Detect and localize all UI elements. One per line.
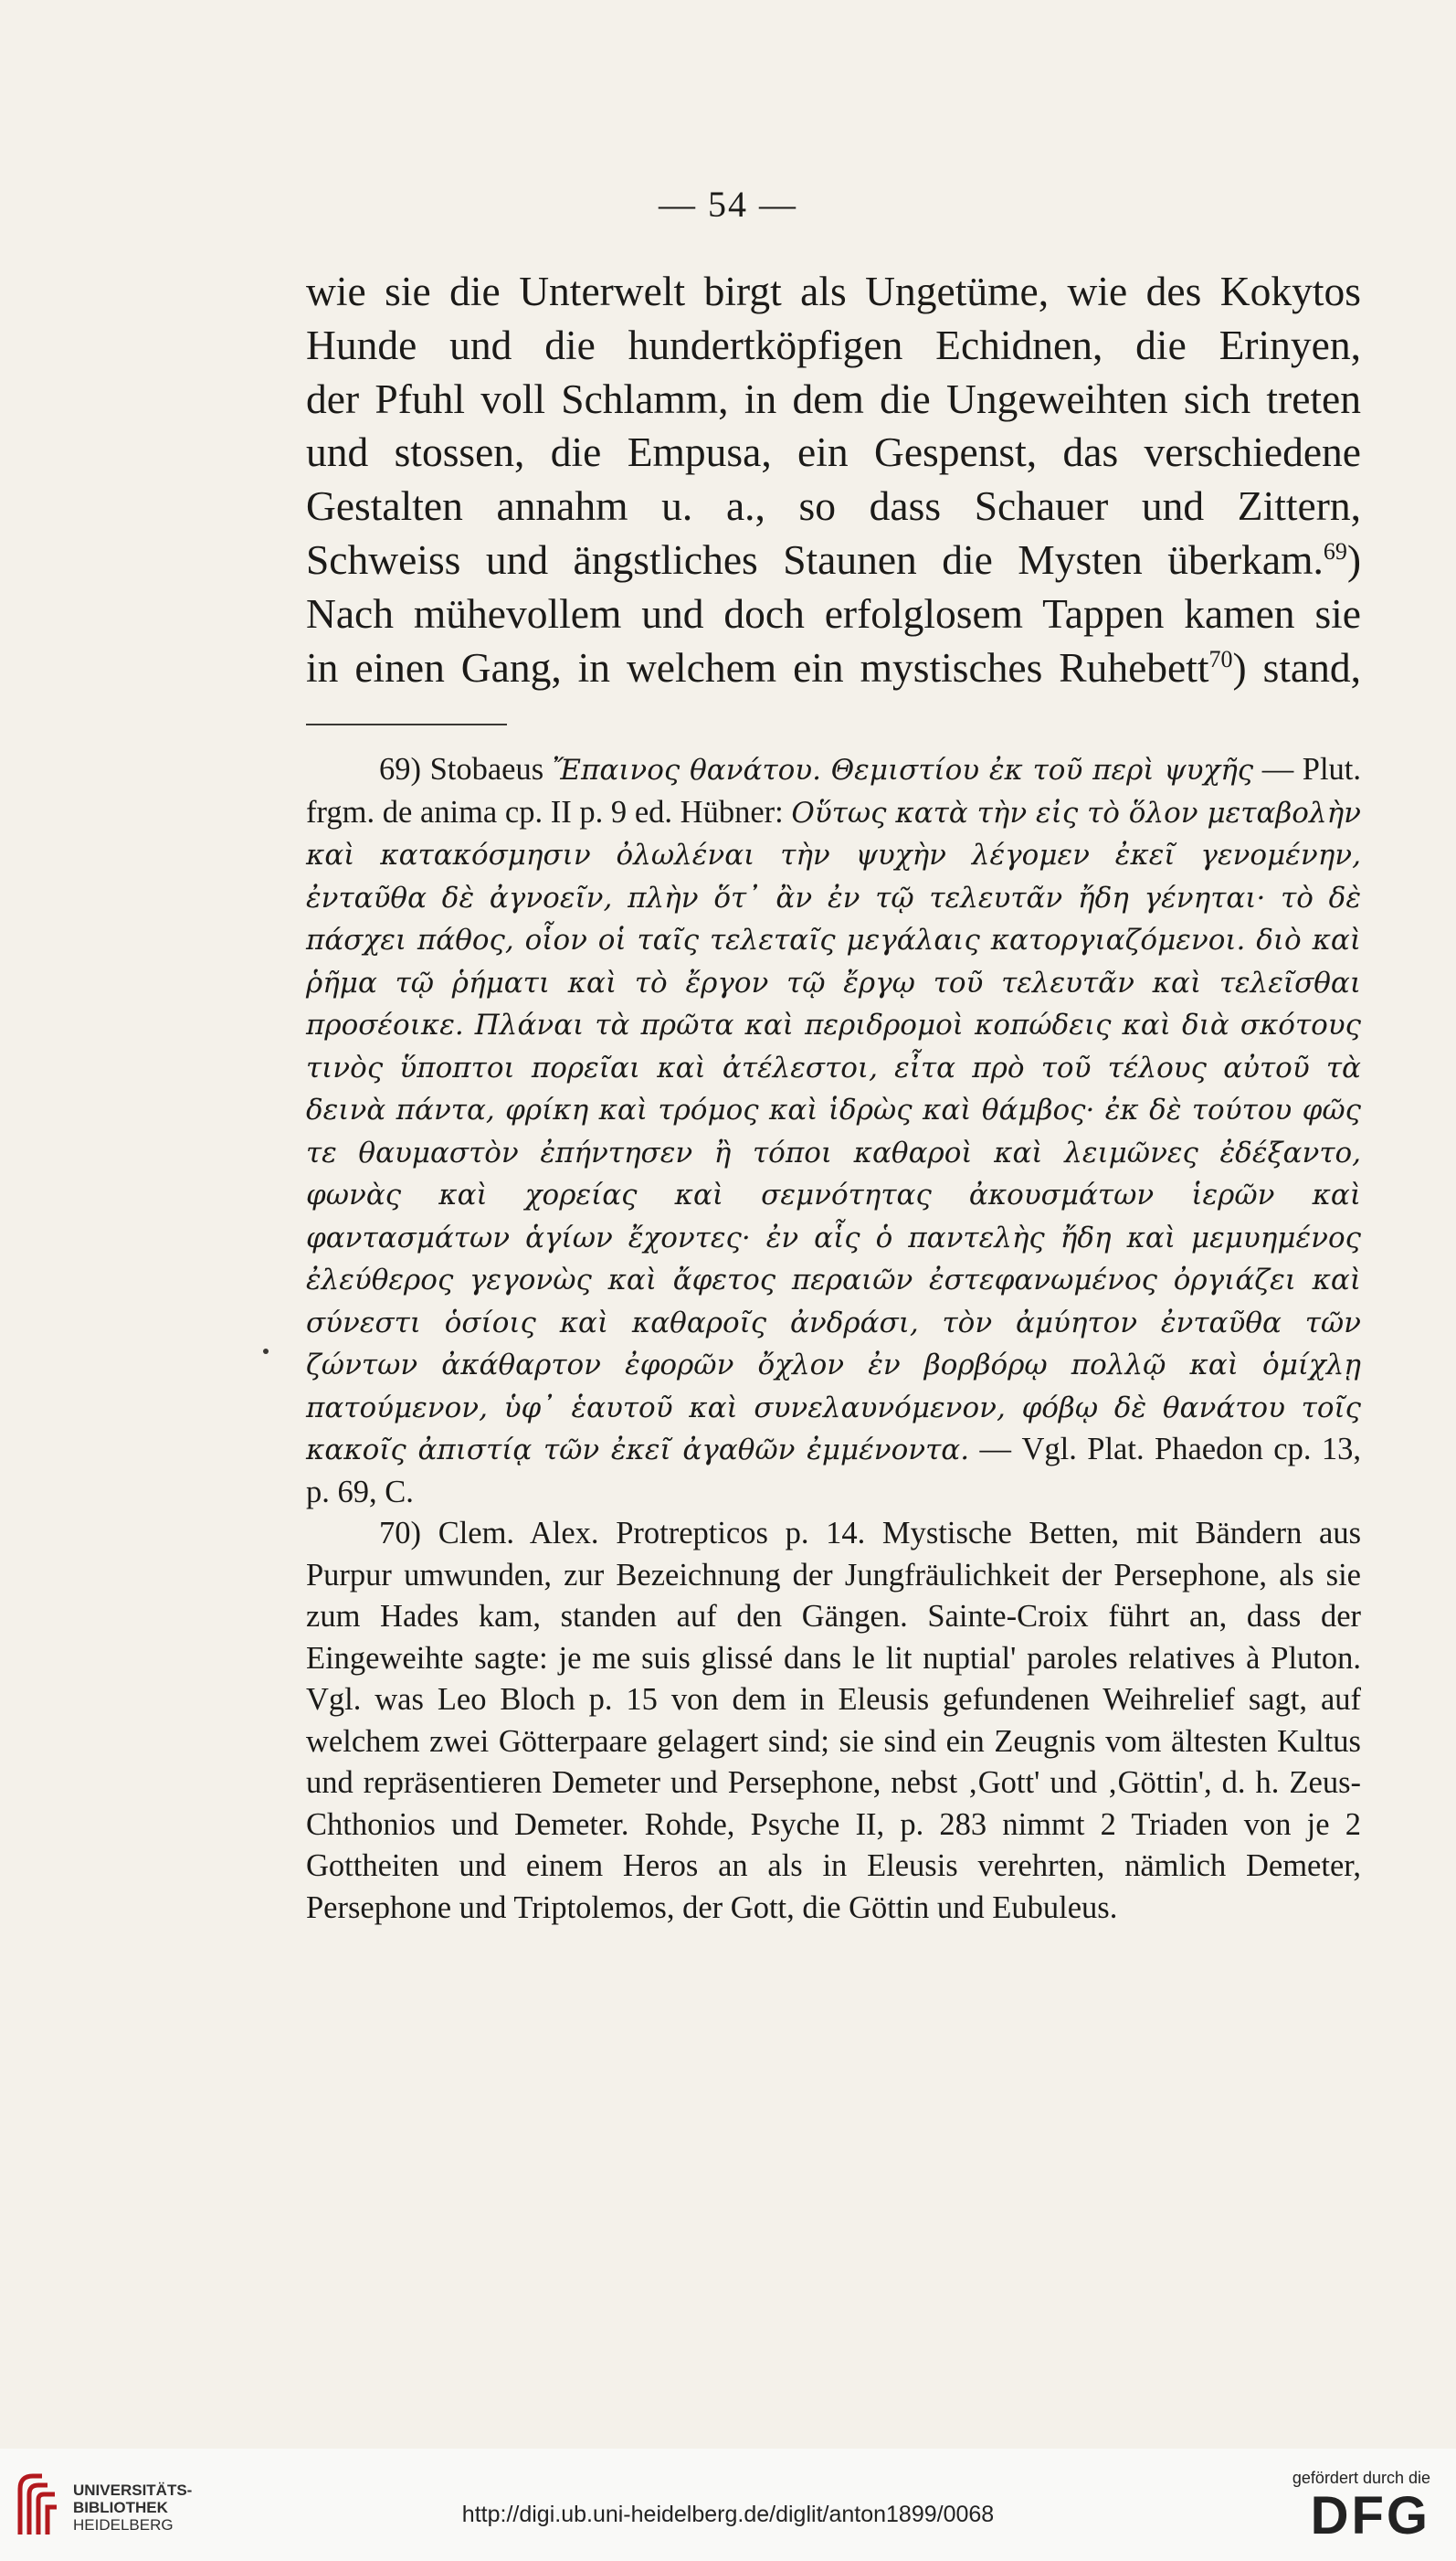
footnote-number: 69) (379, 752, 421, 787)
footnote-70 (306, 1513, 1361, 1929)
library-name-line: UNIVERSITÄTS- (73, 2482, 193, 2499)
main-line: der Pfuhl voll Schlamm, in dem die Ungeweihten sich treten (306, 375, 1361, 422)
main-line-text: Schweiss und ängstliches Staunen die Mysten überkam. (306, 535, 1324, 583)
margin-dot (263, 1349, 269, 1354)
footnote-number: 70) (379, 1516, 421, 1550)
paren: ) (1346, 535, 1361, 583)
funding-logo[interactable] (1292, 2469, 1430, 2545)
main-text (306, 265, 1361, 694)
footnote-text: Clem. Alex. Protrepticos p. 14. Mystische Betten, mit Bändern aus Purpur umwunden, zur Bezeichnung der Jungfräulichkeit der Persephone, als sie zum Hades kam, standen auf den Gängen. Sainte-Croix führt an, dass der Eingeweihte sagte: je me suis glissé dans le lit nuptial' paroles relatives à Pluton. Vgl. was Leo Bloch p. 15 von dem in Eleusis gefundenen Weihrelief sagt, auf welchem zwei Götterpaare gelagert sind; sie sind ein Zeugnis vom ältesten Kultus und repräsentieren Demeter und Persephone, nebst ‚Gott' und ‚Göttin', d. h. Zeus-Chthonios und Demeter. Rohde, Psyche II, p. 283 nimmt 2 Triaden von je 2 Gottheiten und einem Heros an als in Eleusis verehrten, nämlich Demeter, Persephone und Triptolemos, der Gott, die Göttin und Eubuleus. (306, 1516, 1361, 1925)
library-name-line: BIBLIOTHEK (73, 2499, 168, 2516)
main-line: Hunde und die hundertköpfigen Echidnen, die Erinyen, (306, 321, 1361, 368)
main-line (306, 534, 1361, 587)
greek-text: Ἔπαινος θανάτου. Θεμιστίου ἐκ τοῦ περὶ ψυχῆς (552, 754, 1254, 787)
library-name-line: HEIDELBERG (73, 2516, 174, 2534)
latin-text: — Vgl. Plat. Phaedon cp. 13, p. 69, C. (306, 1432, 1362, 1509)
funding-label: gefördert durch die (1292, 2469, 1430, 2487)
main-line (306, 641, 1361, 695)
footnote-rule (306, 724, 507, 725)
main-line: Gestalten annahm u. a., so dass Schauer und Zittern, (306, 482, 1361, 530)
footnote-ref-69[interactable]: 69 (1323, 537, 1347, 565)
footnote-ref-70[interactable]: 70 (1208, 645, 1233, 672)
footnotes (306, 749, 1361, 1929)
page-number: — 54 — (659, 184, 797, 225)
greek-text: Οὕτως κατὰ τὴν εἰς τὸ ὅλον μεταβολὴν καὶ κατακόσμησιν ὀλωλέναι τὴν ψυχὴν λέγομεν ἐκεῖ γενομένην, ἐνταῦθα δὲ ἀγνοεῖν, πλὴν ὅτ᾽ ἂν ἐν τῷ τελευτᾶν ἤδη γένηται· τὸ δὲ πάσχει πάθος, οἷον οἱ ταῖς τελεταῖς μεγάλαις κατοργιαζόμενοι. διὸ καὶ ῥῆμα τῷ ῥήματι καὶ τὸ ἔργον τῷ ἔργῳ τοῦ τελευτᾶν καὶ τελεῖσθαι προσέοικε. Πλάναι τὰ πρῶτα καὶ περιδρομοὶ κοπώδεις καὶ διὰ σκότους τινὸς ὕποπτοι πορεῖαι καὶ ἀτέλεστοι, εἶτα πρὸ τοῦ τέλους αὐτοῦ τὰ δεινὰ πάντα, φρίκη καὶ τρόμος καὶ ἱδρὼς καὶ θάμβος· ἐκ δὲ τούτου φῶς τε θαυμαστὸν ἐπήντησεν ἢ τόποι καθαροὶ καὶ λειμῶνες ἐδέξαντο, φωνὰς καὶ χορείας καὶ σεμνότητας ἀκουσμάτων ἱερῶν καὶ φαντασμάτων ἁγίων ἔχοντες· ἐν αἷς ὁ παντελὴς ἤδη καὶ μεμυημένος ἐλεύθερος γεγονὼς καὶ ἄφετος περαιῶν ἐστεφανωμένος ὀργιάζει καὶ σύνεστι ὁσίοις καὶ καθαροῖς ἀνδράσι, τὸν ἀμύητον ἐνταῦθα τῶν ζώντων ἀκάθαρτον ἐφορῶν ὄχλον ἐν βορβόρῳ πολλῷ καὶ ὁμίχλῃ πατούμενον, ὑφ᾽ ἑαυτοῦ καὶ συνελαυνόμενον, φόβῳ δὲ θανάτου τοῖς κακοῖς ἀπιστίᾳ τῶν ἐκεῖ ἀγαθῶν ἐμμένοντα. (306, 796, 1362, 1466)
footer-bar (0, 2449, 1456, 2561)
footnote-lead: Stobaeus (429, 752, 544, 787)
footnote-69 (306, 749, 1361, 1513)
main-line: Nach mühevollem und doch erfolglosem Tappen kamen sie (306, 589, 1361, 637)
main-line: und stossen, die Empusa, ein Gespenst, das verschiedene (306, 429, 1361, 476)
funding-mark: DFG (1310, 2486, 1430, 2545)
footer-url[interactable]: http://digi.ub.uni-heidelberg.de/diglit/anton1899/0068 (461, 2502, 995, 2527)
main-line-end: ) stand, (1232, 643, 1361, 691)
main-line-text: in einen Gang, in welchem ein mystisches Ruhebett (306, 643, 1209, 691)
latin-text: — Plut. frgm. de anima cp. II p. 9 ed. Hübner: (306, 752, 1361, 830)
main-line: wie sie die Unterwelt birgt als Ungetüme, wie des Kokytos (306, 268, 1361, 314)
